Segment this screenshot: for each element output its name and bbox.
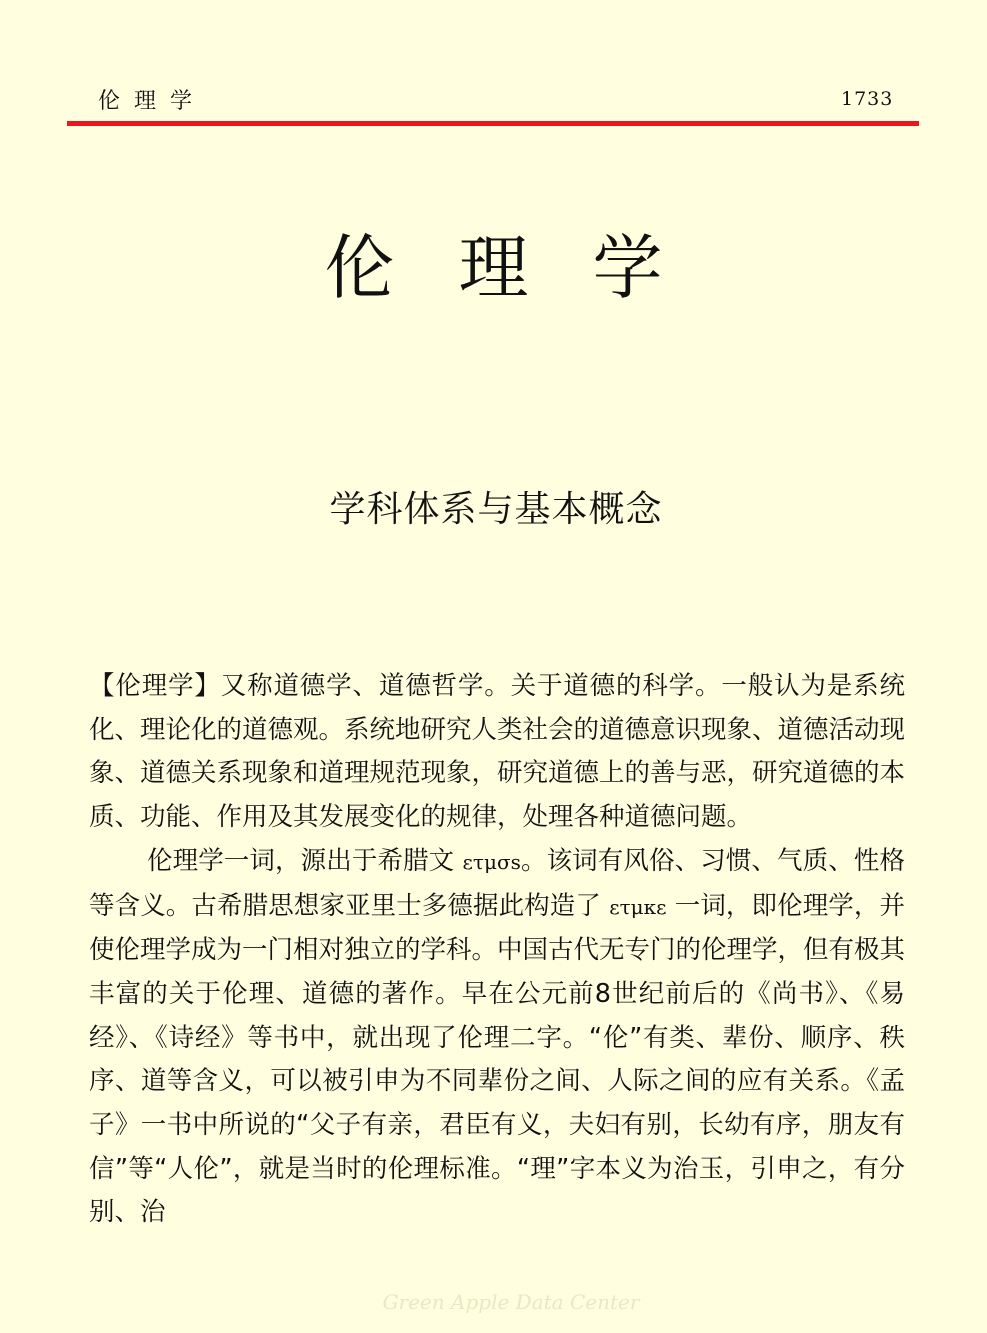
section-title: 学科体系与基本概念 [329, 489, 663, 530]
paragraph-text: 伦理学一词，源出于希腊文 [147, 845, 455, 876]
greek-word: ετμσs [462, 849, 521, 874]
main-title [0, 228, 987, 308]
article-body [89, 665, 905, 1235]
entry-headword: 【伦理学】 [89, 671, 221, 701]
main-title-char: 理 [458, 227, 529, 309]
paragraph-definition [89, 665, 905, 840]
greek-word: ετμκε [609, 894, 667, 919]
running-head-title: 伦理学 [98, 89, 207, 114]
page-number: 1733 [841, 88, 894, 110]
paragraph-text: 。该词有风俗、习惯、气质、性格等含义。古希腊思想家亚里士多德据此构造了 [89, 845, 905, 921]
main-title-char: 学 [592, 227, 663, 309]
paragraph-etymology [89, 840, 905, 1235]
paragraph-text: 又称道德学、道德哲学。关于道德的科学。一般认为是系统化、理论化的道德观。系统地研究人类社会的道德意识现象、道德活动现象、道德关系现象和道理规范现象，研究道德上的善与恶，研究道德的本质、功能、作用及其发展变化的规律，处理各种道德问题。 [89, 671, 906, 833]
main-title-char: 伦 [324, 227, 395, 309]
header-rule [67, 121, 919, 126]
watermark: Green Apple Data Center [382, 1290, 640, 1314]
paragraph-text: 一词，即伦理学，并使伦理学成为一门相对独立的学科。中国古代无专门的伦理学，但有极其丰富的关于伦理、道德的著作。早在公元前8世纪前后的《尚书》、《易经》、《诗经》等书中，就出现了伦理二字。“伦”有类、辈份、顺序、秩序、道等含义，可以被引申为不同辈份之间、人际之间的应有关系。《孟子》一书中所说的“父子有亲，君臣有义，夫妇有别，长幼有序，朋友有信”等“人伦”，就是当时的伦理标准。“理”字本义为治玉，引申之，有分别、治 [89, 890, 906, 1228]
